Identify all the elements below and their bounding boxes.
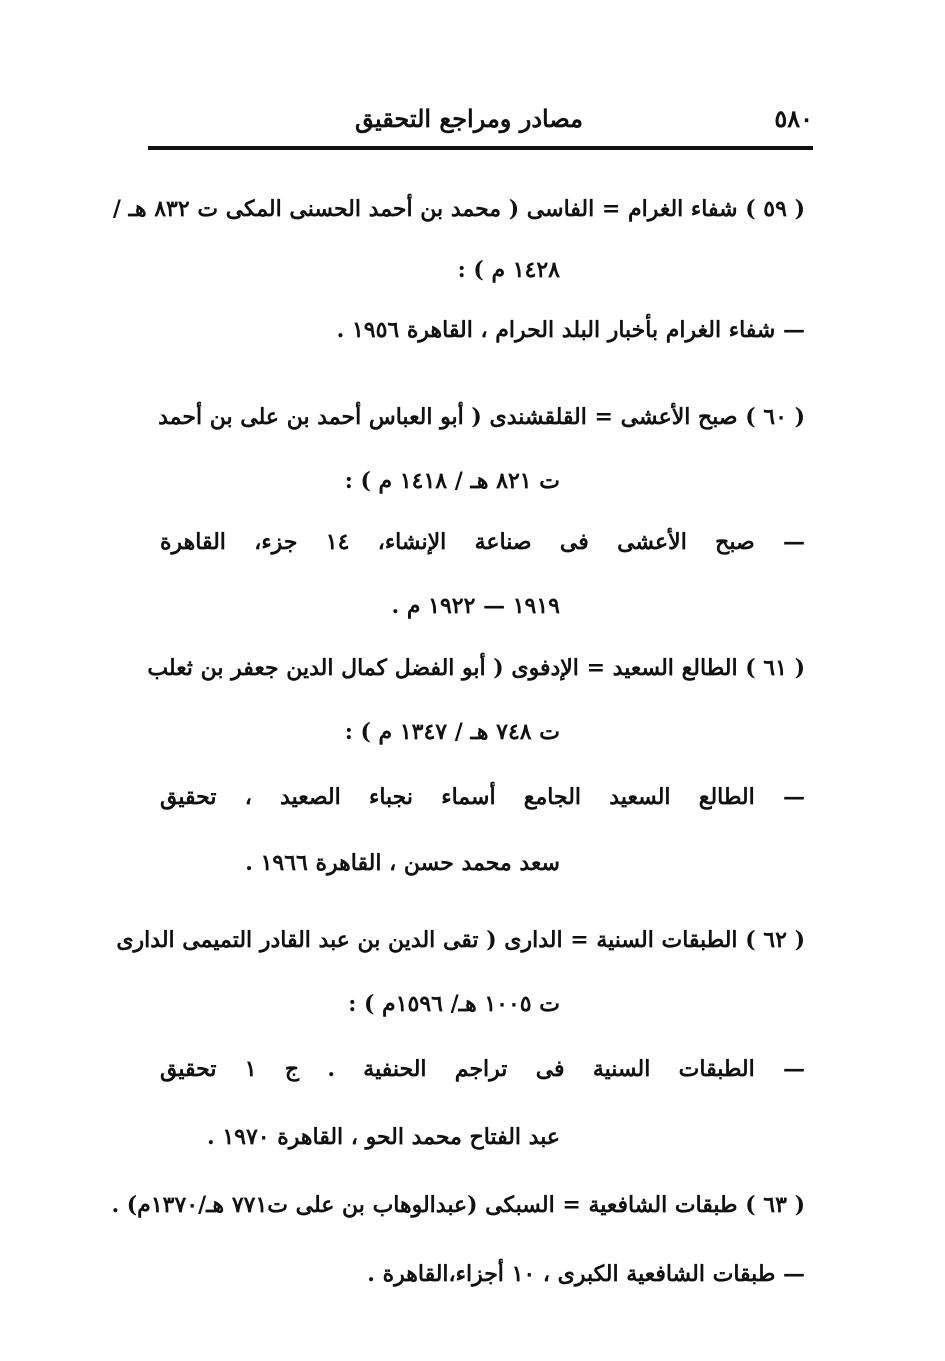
entry-61-work-cont: سعد محمد حسن ، القاهرة ١٩٦٦ . — [245, 850, 560, 876]
entry-60-heading: ( ٦٠ ) صبح الأعشى = القلقشندى ( أبو العباس أحمد بن على بن أحمد — [158, 404, 805, 430]
running-title: مصادر ومراجع التحقيق — [354, 104, 583, 133]
page-header — [148, 100, 813, 144]
entry-61-heading: ( ٦١ ) الطالع السعيد = الإدفوى ( أبو الفضل كمال الدين جعفر بن ثعلب — [147, 655, 805, 681]
entry-60-work: — صبح الأعشى فى صناعة الإنشاء، ١٤ جزء، القاهرة — [160, 529, 805, 555]
entry-62-work-cont: عبد الفتاح محمد الحو ، القاهرة ١٩٧٠ . — [207, 1124, 560, 1150]
entry-62-work: — الطبقات السنية فى تراجم الحنفية . ج ١ تحقيق — [160, 1056, 805, 1082]
entry-62-dates: ت ١٠٠٥ هـ/ ١٥٩٦م ) : — [348, 991, 560, 1017]
entry-59-dates: ١٤٢٨ م ) : — [457, 257, 560, 283]
entry-62-heading: ( ٦٢ ) الطبقات السنية = الدارى ( تقى الدين بن عبد القادر التميمى الدارى — [116, 927, 805, 953]
header-rule — [148, 146, 813, 150]
entry-59-heading: ( ٥٩ ) شفاء الغرام = الفاسى ( محمد بن أحمد الحسنى المكى ت ٨٣٢ هـ / — [112, 196, 805, 222]
entry-61-work: — الطالع السعيد الجامع أسماء نجباء الصعيد ، تحقيق — [160, 784, 805, 810]
entry-61-dates: ت ٧٤٨ هـ / ١٣٤٧ م ) : — [344, 719, 560, 745]
entry-63-work: — طبقات الشافعية الكبرى ، ١٠ أجزاء،القاهرة . — [367, 1261, 805, 1287]
entry-60-dates: ت ٨٢١ هـ / ١٤١٨ م ) : — [344, 468, 560, 494]
entry-59-work: — شفاء الغرام بأخبار البلد الحرام ، القاهرة ١٩٥٦ . — [336, 317, 805, 343]
page-number: ٥٨٠ — [774, 104, 813, 133]
entry-60-work-cont: ١٩١٩ — ١٩٢٢ م . — [391, 593, 560, 619]
entry-63-heading: ( ٦٣ ) طبقات الشافعية = السبكى (عبدالوهاب بن على ت٧٧١ هـ/١٣٧٠م) . — [111, 1192, 805, 1218]
